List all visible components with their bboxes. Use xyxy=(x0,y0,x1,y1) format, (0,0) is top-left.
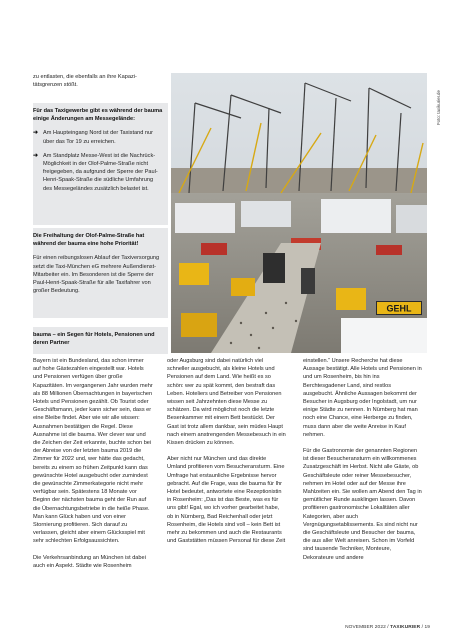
paragraph: Für die Gastronomie der genannten Regionen ist dieser Besucheransturm ein willkommenes Zusatzgeschäft im Herbst. Nicht alle Gäste, ob Geschäftsleute oder reiner Messebesucher, nehmen im Hotel oder auf der Messe ihre Mahlzeiten ein. Sie wollen am Abend den Tag in gemütlicher Runde ausklingen lassen. Davon profitieren gastronomische Lokalitäten aller Kategorien, aber auch Vergnügungsetablissements. Es sind nicht nur die Geschäftsleute und Besucher der bauma, die aus aller Welt anreisen. Schon im Vorfeld sind tausende Techniker, Monteure, Dekorateure und andere xyxy=(303,448,422,561)
magazine-name: TAXIKURIER xyxy=(390,625,421,630)
trade-fair-photo xyxy=(171,73,427,353)
paragraph: Die Verkehrsanbindung an München ist dabei auch ein Aspekt. Städte wie Rosenheim xyxy=(33,554,146,569)
intro-line: zu entlasten, die ebenfalls an ihre Kapazi- xyxy=(33,74,137,80)
footer-separator: / xyxy=(385,625,391,630)
info-box-title: Für das Taxigewerbe gibt es während der bauma einige Änderungen am Messegelände: xyxy=(33,108,163,123)
arrow-right-icon: ➜ xyxy=(33,152,39,159)
booth-banner-text: GEHL xyxy=(386,303,412,314)
text-column-1 xyxy=(33,357,153,570)
section-heading: bauma – ein Segen für Hotels, Pensionen und deren Partner xyxy=(33,332,155,347)
info-box-title: Die Freihaltung der Olof-Palme-Straße hat während der bauma eine hohe Priorität! xyxy=(33,233,145,248)
bullet-item xyxy=(33,129,163,145)
paragraph: Aber nicht nur München und das direkte Umland profitieren vom Besucheransturm. Eine Umfrage hat erstaunliche Ergebnisse hervor gebracht. Auf die Frage, was die bauma für Ihr Hotel bedeutet, antwortete eine Rezeptionistin in Rosenheim: „Das ist das Beste, was es für uns gibt! Egal, wo ich vorher gearbeitet habe, ob in Nürnberg, Bad Reichenhall oder jetzt Rosenheim, die Hotels sind voll – kein Bett ist mehr zu bekommen und auch die Restaurants und Gaststätten müssen Personal für diese Zeit xyxy=(167,456,286,545)
issue-date: NOVEMBER 2022 xyxy=(345,625,386,630)
info-box-priority xyxy=(33,228,168,318)
footer-separator: / xyxy=(420,625,425,630)
section-heading-box xyxy=(33,327,168,354)
intro-line: tätsgrenzen stößt. xyxy=(33,82,78,89)
bullet-item xyxy=(33,152,163,193)
text-column-2 xyxy=(167,357,287,545)
info-box-changes xyxy=(33,103,168,225)
page-footer xyxy=(345,625,430,630)
paragraph: oder Augsburg sind dabei natürlich viel schneller ausgebucht, als kleine Hotels und Pensionen auf dem Land. Wie heißt es so schön: wer zu spät kommt, den bestraft das Leben. Hoteliers und Betreiber von Pensionen wissen seit Jahrzehnten diese Messe zu schätzen. Da wird möglichst noch die letzte Besenkammer mit einem Bett bestückt. Der Gast ist trotz allem dankbar, sein müdes Haupt nach einem anstrengenden Messebesuch in ein Kissen drücken zu können. xyxy=(167,358,286,447)
text-column-3 xyxy=(303,357,423,562)
bullet-text: Am Haupteingang Nord ist der Taxistand nur über das Tor 19 zu erreichen. xyxy=(43,130,153,145)
paragraph: einstellen.“ Unsere Recherche hat diese Aussage bestätigt. Alle Hotels und Pensionen in und um Rosenheim, bis hin ins Berchtesgadener Land, sind restlos ausgebucht. Ähnliche Aussagen bekommt der Besucher in Augsburg oder Ingolstadt, um nur einige Städte zu nennen. In Nürnberg hat man noch eine Chance, eine Herberge zu finden, muss dann aber die weite Anreise in Kauf nehmen. xyxy=(303,358,422,438)
bullet-text: Am Standplatz Messe-West ist die Nachrück-Möglichkeit in der Olof-Palme-Straße nicht freigegeben, da aufgrund der Sperre der Paul-Henri-Spaak-Straße die südliche Umfahrung des Messegeländes zusätzlich belastet ist. xyxy=(43,152,158,192)
trade-fair-aerial-image xyxy=(171,73,427,353)
info-box-text: Für einen reibungslosen Ablauf der Taxiversorgung setzt die Taxi-München eG mehrere Außendienst-Mitarbeiter ein. Im Besonderen ist die Sperre der Paul-Henri-Spaak-Straße für alle Taxifahrer von großer Bedeutung. xyxy=(33,255,160,295)
paragraph: Bayern ist ein Bundesland, das schon immer auf hohe Gästezahlen eingestellt war. Hotels und Pensionen verfügen über große Kapazitäten. Im vergangenen Jahr wurden mehr als 88 Millionen Übernachtungen in bayerischen Hotels und Pensionen gezählt. Ob Tourist oder Geschäftsmann, jeder kann sicher sein, dass er eine Bleibe findet. Aber wie wir alle wissen: Ausnahmen bestätigen die Regel. Diese Ausnahme ist die bauma. Wer clever war und die Zeichen der Zeit erkannte, buchte schon bei der Abreise von der letzten bauma 2019 die Zimmer für 2022 und, wer hätte das gedacht, bereits zu einem so frühen Zeitpunkt kann das gewünschte Hotel ausgebucht oder zumindest die gewünschte Zimmerkategorie nicht mehr verfügbar sein. Spätestens 18 Monate vor Beginn der nächsten bauma geht der Run auf die Übernachtungsbetriebe in die heiße Phase. Man kann Glück haben und von einer Stornierung profitieren. Sich darauf zu verlassen, gleicht aber einem Glücksspiel mit sehr schlechten Erfolgsaussichten. xyxy=(33,358,153,545)
arrow-right-icon: ➜ xyxy=(33,130,39,137)
photo-credit: Foto: taxikurier.de xyxy=(436,90,441,125)
page-number: 19 xyxy=(424,625,430,630)
intro-text xyxy=(33,73,168,89)
